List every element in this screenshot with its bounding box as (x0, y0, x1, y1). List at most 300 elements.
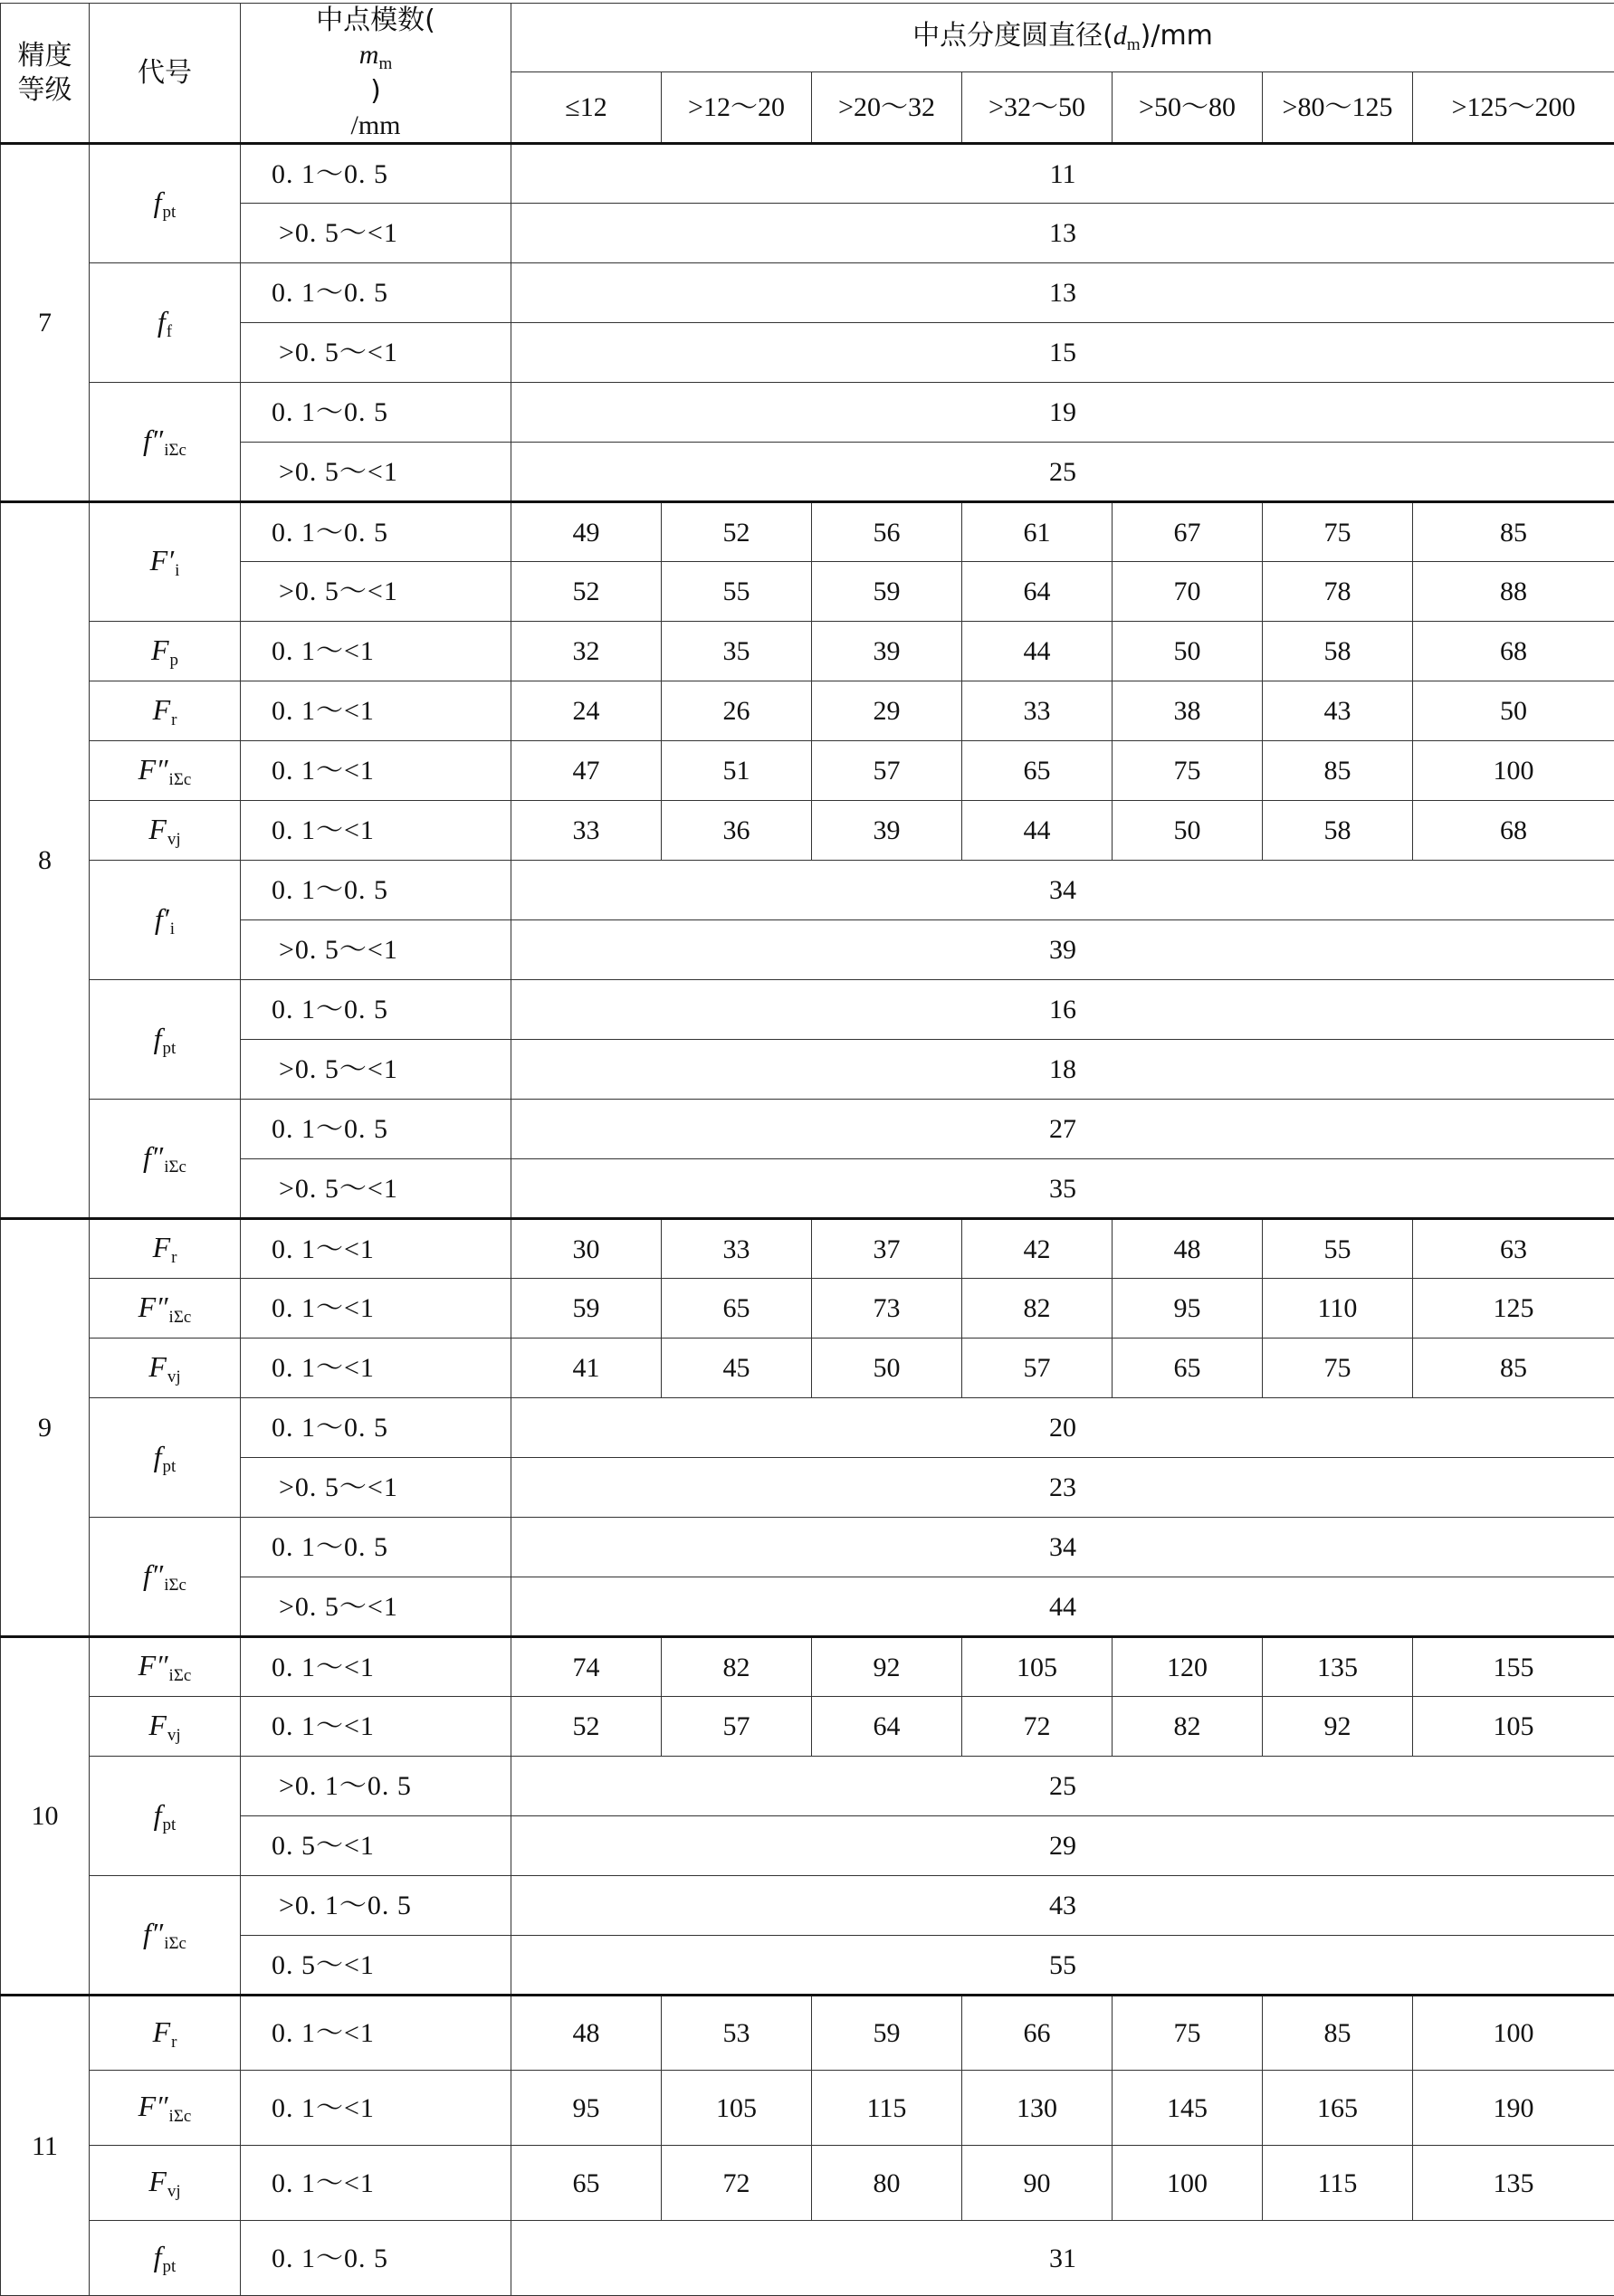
module-range-cell: 0. 1～0. 5 (241, 502, 511, 562)
symbol-text: F″ (138, 1649, 168, 1682)
table-row (1, 1518, 1614, 1577)
value-cell: 35 (662, 622, 812, 681)
grade-header-line2: 等级 (1, 73, 89, 108)
table-row (1, 204, 1614, 263)
value-cell: 48 (511, 1996, 662, 2071)
merged-value-cell: 18 (511, 1040, 1614, 1100)
value-cell: 190 (1413, 2071, 1614, 2146)
value-cell: 64 (962, 562, 1113, 622)
code-header (90, 4, 241, 144)
value-cell: 74 (511, 1637, 662, 1697)
merged-value-cell: 20 (511, 1398, 1614, 1458)
value-cell: 75 (1263, 1339, 1413, 1398)
diameter-header: 中点分度圆直径$(d_m)/mm$ (511, 4, 1614, 72)
symbol-subscript: iΣc (169, 1666, 192, 1685)
grade-cell: 10 (1, 1637, 90, 1996)
table-row (1, 741, 1614, 801)
symbol-subscript: iΣc (164, 1576, 186, 1595)
diameter-range-header: >80～125 (1263, 71, 1413, 143)
module-range-cell: 0. 1～<1 (241, 801, 511, 861)
table-row (1, 1398, 1614, 1458)
symbol-cell (90, 681, 241, 741)
value-cell: 115 (1263, 2146, 1413, 2221)
module-range-cell: 0. 1～<1 (241, 1996, 511, 2071)
value-cell: 53 (662, 1996, 812, 2071)
table-row (1, 1996, 1614, 2071)
value-cell: 95 (1113, 1279, 1263, 1339)
symbol (138, 2090, 192, 2122)
symbol-cell (90, 502, 241, 622)
table-row (1, 861, 1614, 920)
value-cell: 61 (962, 502, 1113, 562)
table-row (1, 622, 1614, 681)
symbol (148, 2165, 180, 2197)
symbol-subscript: i (175, 561, 179, 580)
symbol-subscript: i (170, 919, 175, 938)
merged-value-cell: 16 (511, 980, 1614, 1040)
value-cell: 50 (1413, 681, 1614, 741)
value-cell: 95 (511, 2071, 662, 2146)
module-range-cell: >0. 5～<1 (241, 1159, 511, 1219)
value-cell: 50 (812, 1339, 962, 1398)
symbol-cell (90, 1279, 241, 1339)
value-cell: 51 (662, 741, 812, 801)
value-cell: 65 (511, 2146, 662, 2221)
value-cell: 75 (1113, 741, 1263, 801)
symbol-cell (90, 861, 241, 980)
symbol-subscript: iΣc (169, 2107, 192, 2126)
table-row (1, 1279, 1614, 1339)
grade-header-line1: 精度 (1, 39, 89, 73)
symbol-cell (90, 980, 241, 1100)
module-range-cell: >0. 1～0. 5 (241, 1876, 511, 1936)
module-range-cell: >0. 5～<1 (241, 323, 511, 383)
value-cell: 58 (1263, 622, 1413, 681)
value-cell: 32 (511, 622, 662, 681)
diameter-range-header: >32～50 (962, 71, 1113, 143)
diameter-range-header: >12～20 (662, 71, 812, 143)
symbol-cell (90, 1518, 241, 1637)
symbol-text: f″ (143, 424, 163, 456)
table-row (1, 1876, 1614, 1936)
value-cell: 135 (1263, 1637, 1413, 1697)
value-cell: 105 (962, 1637, 1113, 1697)
value-cell: 82 (662, 1637, 812, 1697)
symbol (143, 1917, 186, 1949)
value-cell: 58 (1263, 801, 1413, 861)
value-cell: 65 (962, 741, 1113, 801)
symbol-cell (90, 144, 241, 263)
table-row (1, 383, 1614, 443)
symbol-text: f (154, 186, 162, 218)
module-range-cell: >0. 5～<1 (241, 443, 511, 502)
symbol (150, 544, 180, 576)
table-row (1, 1458, 1614, 1518)
symbol-text: F″ (138, 1291, 168, 1323)
value-cell: 55 (1263, 1219, 1413, 1279)
module-range-cell: 0. 1～0. 5 (241, 1518, 511, 1577)
value-cell: 80 (812, 2146, 962, 2221)
symbol-text: F (148, 1709, 167, 1741)
symbol-cell (90, 383, 241, 502)
symbol-cell (90, 1637, 241, 1697)
symbol-subscript: vj (167, 1726, 181, 1745)
symbol-cell (90, 2071, 241, 2146)
value-cell: 48 (1113, 1219, 1263, 1279)
symbol (153, 2015, 177, 2048)
value-cell: 39 (812, 801, 962, 861)
value-cell: 52 (511, 1697, 662, 1757)
value-cell: 125 (1413, 1279, 1614, 1339)
symbol (155, 902, 175, 935)
module-range-cell: >0. 5～<1 (241, 1040, 511, 1100)
value-cell: 30 (511, 1219, 662, 1279)
table-row (1, 1697, 1614, 1757)
module-range-cell: 0. 1～<1 (241, 741, 511, 801)
value-cell: 37 (812, 1219, 962, 1279)
merged-value-cell: 13 (511, 204, 1614, 263)
symbol-cell (90, 1219, 241, 1279)
symbol-text: F″ (138, 2090, 168, 2122)
value-cell: 52 (662, 502, 812, 562)
value-cell: 64 (812, 1697, 962, 1757)
value-cell: 100 (1113, 2146, 1263, 2221)
value-cell: 45 (662, 1339, 812, 1398)
value-cell: 82 (962, 1279, 1113, 1339)
value-cell: 120 (1113, 1637, 1263, 1697)
symbol-cell (90, 1398, 241, 1518)
value-cell: 65 (1113, 1339, 1263, 1398)
symbol-text: f (154, 1022, 162, 1054)
symbol (148, 1350, 180, 1383)
value-cell: 73 (812, 1279, 962, 1339)
symbol (158, 305, 172, 338)
grade-header (1, 4, 90, 144)
symbol-subscript: iΣc (169, 1308, 192, 1327)
symbol-text: f (158, 305, 166, 338)
value-cell: 42 (962, 1219, 1113, 1279)
value-cell: 135 (1413, 2146, 1614, 2221)
table-row (1, 263, 1614, 323)
table-row (1, 443, 1614, 502)
value-cell: 56 (812, 502, 962, 562)
merged-value-cell: 27 (511, 1100, 1614, 1159)
symbol-text: f (154, 1440, 162, 1472)
merged-value-cell: 23 (511, 1458, 1614, 1518)
symbol (154, 1022, 177, 1054)
value-cell: 92 (812, 1637, 962, 1697)
value-cell: 41 (511, 1339, 662, 1398)
symbol (138, 753, 192, 786)
merged-value-cell: 35 (511, 1159, 1614, 1219)
symbol-cell (90, 741, 241, 801)
diameter-range-header: ≤12 (511, 71, 662, 143)
value-cell: 55 (662, 562, 812, 622)
symbol-cell (90, 1339, 241, 1398)
value-cell: 130 (962, 2071, 1113, 2146)
value-cell: 105 (662, 2071, 812, 2146)
merged-value-cell: 13 (511, 263, 1614, 323)
value-cell: 100 (1413, 1996, 1614, 2071)
value-cell: 33 (962, 681, 1113, 741)
table-row (1, 502, 1614, 562)
merged-value-cell: 44 (511, 1577, 1614, 1637)
diameter-range-header: >125～200 (1413, 71, 1614, 143)
value-cell: 49 (511, 502, 662, 562)
symbol-cell (90, 1876, 241, 1996)
symbol-subscript: p (170, 651, 179, 670)
symbol-cell (90, 801, 241, 861)
symbol-subscript: vj (167, 1367, 181, 1386)
grade-cell: 8 (1, 502, 90, 1219)
symbol-cell (90, 263, 241, 383)
module-range-cell: >0. 1～0. 5 (241, 1757, 511, 1816)
symbol-subscript: iΣc (164, 441, 186, 460)
value-cell: 105 (1413, 1697, 1614, 1757)
grade-cell: 7 (1, 144, 90, 502)
symbol-subscript: pt (163, 1457, 177, 1476)
value-cell: 47 (511, 741, 662, 801)
symbol-text: f″ (143, 1558, 163, 1591)
merged-value-cell: 55 (511, 1936, 1614, 1996)
value-cell: 66 (962, 1996, 1113, 2071)
module-range-cell: 0. 1～<1 (241, 1637, 511, 1697)
value-cell: 39 (812, 622, 962, 681)
module-header (241, 4, 511, 144)
table-row (1, 1100, 1614, 1159)
symbol-text: F (148, 1350, 167, 1383)
merged-value-cell: 43 (511, 1876, 1614, 1936)
value-cell: 70 (1113, 562, 1263, 622)
table-row (1, 1757, 1614, 1816)
value-cell: 85 (1263, 741, 1413, 801)
module-range-cell: >0. 5～<1 (241, 920, 511, 980)
value-cell: 85 (1413, 1339, 1614, 1398)
module-range-cell: 0. 1～0. 5 (241, 1398, 511, 1458)
symbol-text: f″ (143, 1917, 163, 1949)
symbol-text: F′ (150, 544, 175, 576)
value-cell: 78 (1263, 562, 1413, 622)
symbol (151, 634, 178, 666)
table-row (1, 1936, 1614, 1996)
table-row (1, 2071, 1614, 2146)
symbol-subscript: r (171, 710, 177, 729)
table-row (1, 2221, 1614, 2296)
value-cell: 43 (1263, 681, 1413, 741)
value-cell: 155 (1413, 1637, 1614, 1697)
module-range-cell: 0. 1～<1 (241, 1279, 511, 1339)
module-range-cell: 0. 1～<1 (241, 622, 511, 681)
value-cell: 57 (962, 1339, 1113, 1398)
table-row (1, 1637, 1614, 1697)
symbol (154, 1798, 177, 1831)
module-range-cell: 0. 1～<1 (241, 2146, 511, 2221)
symbol-subscript: pt (163, 1815, 177, 1834)
table-row (1, 1816, 1614, 1876)
merged-value-cell: 31 (511, 2221, 1614, 2296)
value-cell: 72 (962, 1697, 1113, 1757)
value-cell: 75 (1263, 502, 1413, 562)
module-header-line2: /mm (241, 109, 511, 143)
value-cell: 72 (662, 2146, 812, 2221)
value-cell: 44 (962, 622, 1113, 681)
symbol-cell (90, 2146, 241, 2221)
symbol (153, 1231, 177, 1263)
symbol-text: F (148, 2165, 167, 2197)
module-range-cell: 0. 1～<1 (241, 1697, 511, 1757)
value-cell: 59 (812, 562, 962, 622)
symbol (138, 1291, 192, 1323)
symbol (148, 813, 180, 845)
symbol-text: f″ (143, 1140, 163, 1173)
merged-value-cell: 25 (511, 1757, 1614, 1816)
table-row (1, 801, 1614, 861)
merged-value-cell: 39 (511, 920, 1614, 980)
value-cell: 115 (812, 2071, 962, 2146)
value-cell: 100 (1413, 741, 1614, 801)
symbol-subscript: vj (167, 2182, 181, 2201)
module-range-cell: 0. 5～<1 (241, 1816, 511, 1876)
module-header-line1: 中点模数( $m_m$ ) (241, 4, 511, 109)
symbol-text: f (154, 1798, 162, 1831)
table-row (1, 920, 1614, 980)
table-row (1, 1577, 1614, 1637)
value-cell: 50 (1113, 801, 1263, 861)
symbol (154, 2240, 177, 2272)
symbol-text: f (154, 2240, 162, 2272)
module-range-cell: 0. 1～0. 5 (241, 861, 511, 920)
module-range-cell: 0. 1～0. 5 (241, 383, 511, 443)
value-cell: 85 (1413, 502, 1614, 562)
value-cell: 65 (662, 1279, 812, 1339)
value-cell: 57 (662, 1697, 812, 1757)
grade-cell: 11 (1, 1996, 90, 2296)
module-range-cell: 0. 1～0. 5 (241, 1100, 511, 1159)
value-cell: 33 (511, 801, 662, 861)
symbol-cell (90, 2221, 241, 2296)
module-range-cell: 0. 1～<1 (241, 2071, 511, 2146)
table-row (1, 1159, 1614, 1219)
symbol-text: f′ (155, 902, 169, 935)
merged-value-cell: 34 (511, 861, 1614, 920)
merged-value-cell: 15 (511, 323, 1614, 383)
symbol-subscript: pt (163, 203, 177, 222)
symbol-subscript: pt (163, 2257, 177, 2276)
value-cell: 26 (662, 681, 812, 741)
value-cell: 85 (1263, 1996, 1413, 2071)
module-range-cell: >0. 5～<1 (241, 1577, 511, 1637)
table-row (1, 2146, 1614, 2221)
diameter-range-header: >20～32 (812, 71, 962, 143)
symbol-cell (90, 1697, 241, 1757)
table-row (1, 144, 1614, 204)
tolerance-table (0, 3, 1614, 2296)
value-cell: 59 (812, 1996, 962, 2071)
symbol-text: F (151, 634, 169, 666)
merged-value-cell: 25 (511, 443, 1614, 502)
value-cell: 82 (1113, 1697, 1263, 1757)
table-row (1, 323, 1614, 383)
value-cell: 38 (1113, 681, 1263, 741)
symbol-subscript: vj (167, 830, 181, 849)
value-cell: 165 (1263, 2071, 1413, 2146)
merged-value-cell: 19 (511, 383, 1614, 443)
symbol-text: F (153, 1231, 171, 1263)
value-cell: 68 (1413, 622, 1614, 681)
value-cell: 57 (812, 741, 962, 801)
symbol (154, 1440, 177, 1472)
module-range-cell: 0. 1～0. 5 (241, 980, 511, 1040)
symbol-cell (90, 622, 241, 681)
value-cell: 36 (662, 801, 812, 861)
symbol-text: F (153, 2015, 171, 2048)
symbol-text: F (153, 693, 171, 726)
value-cell: 52 (511, 562, 662, 622)
value-cell: 50 (1113, 622, 1263, 681)
value-cell: 67 (1113, 502, 1263, 562)
merged-value-cell: 11 (511, 144, 1614, 204)
code-header-label: 代号 (138, 57, 192, 89)
symbol-subscript: r (171, 1248, 177, 1267)
module-range-cell: 0. 1～0. 5 (241, 144, 511, 204)
symbol-subscript: f (167, 322, 172, 341)
table-row (1, 980, 1614, 1040)
table-row (1, 1040, 1614, 1100)
module-range-cell: 0. 1～<1 (241, 681, 511, 741)
symbol-subscript: iΣc (164, 1158, 186, 1177)
module-range-cell: 0. 1～0. 5 (241, 263, 511, 323)
symbol-subscript: r (171, 2033, 177, 2052)
symbol (153, 693, 177, 726)
symbol (143, 1140, 186, 1173)
value-cell: 68 (1413, 801, 1614, 861)
symbol-text: F″ (138, 753, 168, 786)
module-range-cell: 0. 1～<1 (241, 1339, 511, 1398)
symbol-subscript: pt (163, 1039, 177, 1058)
value-cell: 24 (511, 681, 662, 741)
table-row (1, 562, 1614, 622)
symbol (138, 1649, 192, 1682)
value-cell: 29 (812, 681, 962, 741)
value-cell: 110 (1263, 1279, 1413, 1339)
module-range-cell: 0. 5～<1 (241, 1936, 511, 1996)
module-range-cell: >0. 5～<1 (241, 562, 511, 622)
value-cell: 44 (962, 801, 1113, 861)
table-row (1, 1219, 1614, 1279)
symbol-cell (90, 1100, 241, 1219)
symbol (143, 424, 186, 456)
symbol (143, 1558, 186, 1591)
module-range-cell: >0. 5～<1 (241, 1458, 511, 1518)
symbol (154, 186, 177, 218)
value-cell: 63 (1413, 1219, 1614, 1279)
module-range-cell: 0. 1～<1 (241, 1219, 511, 1279)
value-cell: 33 (662, 1219, 812, 1279)
symbol-subscript: iΣc (169, 770, 192, 789)
symbol (148, 1709, 180, 1741)
value-cell: 75 (1113, 1996, 1263, 2071)
table-row (1, 681, 1614, 741)
value-cell: 145 (1113, 2071, 1263, 2146)
merged-value-cell: 29 (511, 1816, 1614, 1876)
module-range-cell: 0. 1～0. 5 (241, 2221, 511, 2296)
grade-cell: 9 (1, 1219, 90, 1637)
merged-value-cell: 34 (511, 1518, 1614, 1577)
symbol-subscript: iΣc (164, 1934, 186, 1953)
value-cell: 92 (1263, 1697, 1413, 1757)
table-row (1, 1339, 1614, 1398)
value-cell: 59 (511, 1279, 662, 1339)
